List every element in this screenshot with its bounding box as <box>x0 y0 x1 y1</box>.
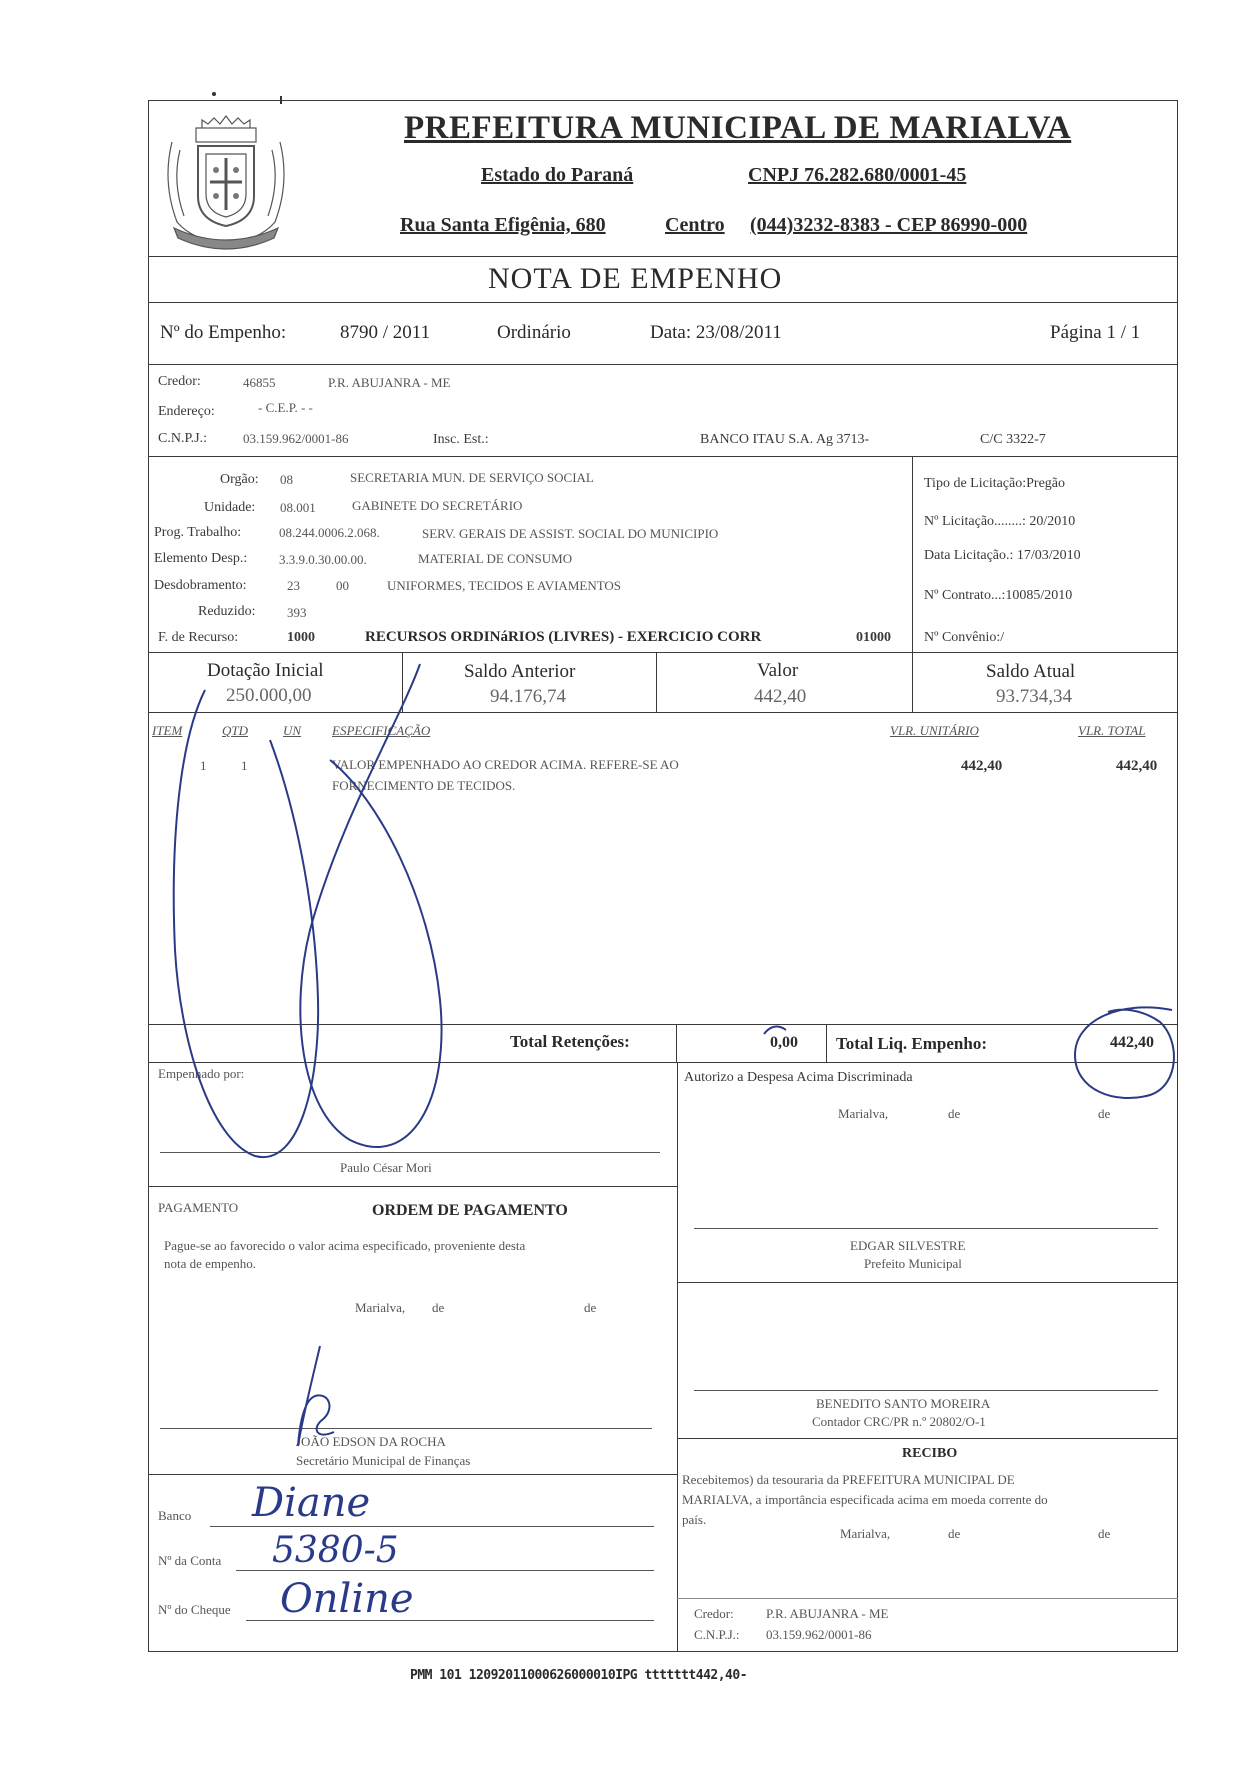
elemento-label: Elemento Desp.: <box>154 551 248 566</box>
elemento-code: 3.3.9.0.30.00.00. <box>279 552 367 567</box>
dotacao-inicial-value: 250.000,00 <box>226 685 312 706</box>
pagamento-de-2: de <box>584 1300 597 1315</box>
ordem-de-pagamento-title: ORDEM DE PAGAMENTO <box>372 1202 568 1219</box>
empenhado-por-label: Empenhado por: <box>158 1066 245 1081</box>
orgao-label: Orgão: <box>220 472 259 487</box>
pagamento-city: Marialva, <box>355 1300 406 1315</box>
row-vlr-unitario: 442,40 <box>961 758 1003 774</box>
elemento-desc: MATERIAL DE CONSUMO <box>418 551 573 566</box>
municipality-title: PREFEITURA MUNICIPAL DE MARIALVA <box>404 110 1072 146</box>
prog-trabalho-code: 08.244.0006.2.068. <box>279 525 380 540</box>
recibo-cnpj-label: C.N.P.J.: <box>694 1627 740 1642</box>
pagamento-text-line2: nota de empenho. <box>164 1256 257 1271</box>
row-qtd: 1 <box>241 758 248 773</box>
orgao-desc: SECRETARIA MUN. DE SERVIÇO SOCIAL <box>350 470 594 485</box>
row-item: 1 <box>200 758 207 773</box>
contador-name: BENEDITO SANTO MOREIRA <box>816 1396 991 1411</box>
numero-licitacao: Nº Licitação........: 20/2010 <box>924 514 1076 529</box>
handwritten-loop-mark <box>300 664 441 1147</box>
col-header-item: ITEM <box>152 723 183 738</box>
desdobramento-desc: UNIFORMES, TECIDOS E AVIAMENTOS <box>387 578 622 593</box>
banco-label: Banco <box>158 1508 192 1523</box>
fonte-recurso-sub: 01000 <box>856 630 891 645</box>
numero-contrato: Nº Contrato...:10085/2010 <box>924 588 1073 603</box>
credor-cnpj: 03.159.962/0001-86 <box>243 431 349 446</box>
dotacao-inicial-label: Dotação Inicial <box>207 660 324 681</box>
pagamento-label: PAGAMENTO <box>158 1200 239 1215</box>
footer-barcode-text: PMM 101 12092011000626000010IPG ttttttt442,40- <box>410 1668 748 1683</box>
prefeito-role: Prefeito Municipal <box>864 1256 962 1271</box>
district: Centro <box>665 214 725 236</box>
endereco-value: - C.E.P. - - <box>258 400 313 415</box>
fonte-recurso-desc: RECURSOS ORDINáRIOS (LIVRES) - EXERCICIO CORR <box>365 629 762 645</box>
document-title: NOTA DE EMPENHO <box>488 262 783 295</box>
conta-handwritten-value: 5380-5 <box>272 1530 399 1571</box>
row-vlr-total: 442,40 <box>1116 758 1158 774</box>
col-header-qtd: QTD <box>222 723 249 738</box>
fonte-recurso-label: F. de Recurso: <box>158 630 239 645</box>
recibo-city: Marialva, <box>840 1526 891 1541</box>
recibo-de-2: de <box>1098 1526 1111 1541</box>
saldo-anterior-label: Saldo Anterior <box>464 661 576 682</box>
recibo-title: RECIBO <box>902 1446 958 1461</box>
credor-cnpj-label: C.N.P.J.: <box>158 431 208 446</box>
col-header-vlr-unitario: VLR. UNITÁRIO <box>890 723 979 738</box>
insc-est-label: Insc. Est.: <box>433 432 489 447</box>
data-licitacao: Data Licitação.: 17/03/2010 <box>924 548 1081 563</box>
recibo-credor-value: P.R. ABUJANRA - ME <box>766 1606 889 1621</box>
secretario-name: JOÃO EDSON DA ROCHA <box>296 1434 446 1449</box>
handwritten-tick-mark <box>764 1027 786 1034</box>
unidade-code: 08.001 <box>280 500 316 515</box>
valor-value: 442,40 <box>754 686 807 707</box>
recibo-credor-label: Credor: <box>694 1606 734 1621</box>
recibo-text-line3: país. <box>682 1512 707 1527</box>
saldo-atual-label: Saldo Atual <box>986 661 1076 682</box>
pagamento-de-1: de <box>432 1300 445 1315</box>
unidade-label: Unidade: <box>204 500 256 515</box>
secretario-role: Secretário Municipal de Finanças <box>296 1453 471 1468</box>
empenho-type: Ordinário <box>497 322 571 343</box>
autorizo-de-2: de <box>1098 1106 1111 1121</box>
prog-trabalho-label: Prog. Trabalho: <box>154 525 242 540</box>
empenho-number-label: Nº do Empenho: <box>160 322 287 343</box>
fonte-recurso-code: 1000 <box>287 630 315 645</box>
pagamento-text-line1: Pague-se ao favorecido o valor acima especificado, proveniente desta <box>164 1238 526 1253</box>
contador-role: Contador CRC/PR n.º 20802/O-1 <box>812 1414 986 1429</box>
tipo-licitacao: Tipo de Licitação:Pregão <box>924 476 1066 491</box>
saldo-atual-value: 93.734,34 <box>996 686 1072 707</box>
desdobramento-sub: 00 <box>336 578 349 593</box>
numero-convenio: Nº Convênio:/ <box>924 630 1005 645</box>
reduzido-value: 393 <box>287 605 307 620</box>
credor-label: Credor: <box>158 374 201 389</box>
cnpj-header: CNPJ 76.282.680/0001-45 <box>748 164 967 186</box>
row-espec-line1: VALOR EMPENHADO AO CREDOR ACIMA. REFERE-SE AO <box>332 757 679 772</box>
handwritten-circle-mark <box>1075 1007 1174 1098</box>
cheque-label: Nº do Cheque <box>158 1602 231 1617</box>
reduzido-label: Reduzido: <box>198 604 256 619</box>
unidade-desc: GABINETE DO SECRETÁRIO <box>352 498 523 513</box>
prefeito-name: EDGAR SILVESTRE <box>850 1238 966 1253</box>
account-cc: C/C 3322-7 <box>980 432 1046 447</box>
empenho-date: Data: 23/08/2011 <box>650 322 782 343</box>
handwritten-loop-mark <box>174 690 318 1157</box>
total-retencoes-value: 0,00 <box>770 1034 798 1051</box>
empenhado-por-signer: Paulo César Mori <box>340 1160 432 1175</box>
banco-handwritten-value: Diane <box>252 1480 371 1526</box>
col-header-vlr-total: VLR. TOTAL <box>1078 723 1146 738</box>
recibo-text-line1: Recebitemos) da tesouraria da PREFEITURA MUNICIPAL DE <box>682 1472 1015 1487</box>
total-liq-empenho-label: Total Liq. Empenho: <box>836 1034 987 1053</box>
address: Rua Santa Efigênia, 680 <box>400 214 606 236</box>
recibo-cnpj-value: 03.159.962/0001-86 <box>766 1627 872 1642</box>
desdobramento-code: 23 <box>287 578 300 593</box>
credor-name: P.R. ABUJANRA - ME <box>328 375 451 390</box>
state-name: Estado do Paraná <box>481 164 634 186</box>
autorizo-city: Marialva, <box>838 1106 889 1121</box>
recibo-de-1: de <box>948 1526 961 1541</box>
conta-label: Nº da Conta <box>158 1553 222 1568</box>
autorizo-de-1: de <box>948 1106 961 1121</box>
col-header-un: UN <box>283 723 302 738</box>
valor-label: Valor <box>757 660 799 681</box>
saldo-anterior-value: 94.176,74 <box>490 686 566 707</box>
desdobramento-label: Desdobramento: <box>154 578 247 593</box>
cheque-handwritten-value: Online <box>280 1576 414 1622</box>
col-header-especificacao: ESPECIFICAÇÃO <box>332 723 431 738</box>
recibo-text-line2: MARIALVA, a importância especificada acima em moeda corrente do <box>682 1492 1048 1507</box>
total-liq-empenho-value: 442,40 <box>1110 1034 1154 1051</box>
autorizo-label: Autorizo a Despesa Acima Discriminada <box>684 1070 913 1085</box>
total-retencoes-label: Total Retenções: <box>510 1032 630 1051</box>
phone-cep: (044)3232-8383 - CEP 86990-000 <box>750 214 1028 236</box>
bank-info: BANCO ITAU S.A. Ag 3713- <box>700 432 870 447</box>
orgao-code: 08 <box>280 472 293 487</box>
row-espec-line2: FORNECIMENTO DE TECIDOS. <box>332 778 516 793</box>
credor-code: 46855 <box>243 375 276 390</box>
endereco-label: Endereço: <box>158 404 215 419</box>
page-number: Página 1 / 1 <box>1050 322 1141 343</box>
prog-trabalho-desc: SERV. GERAIS DE ASSIST. SOCIAL DO MUNICIPIO <box>422 526 719 541</box>
empenho-number: 8790 / 2011 <box>340 322 431 343</box>
handwritten-initials-signature <box>298 1346 334 1446</box>
